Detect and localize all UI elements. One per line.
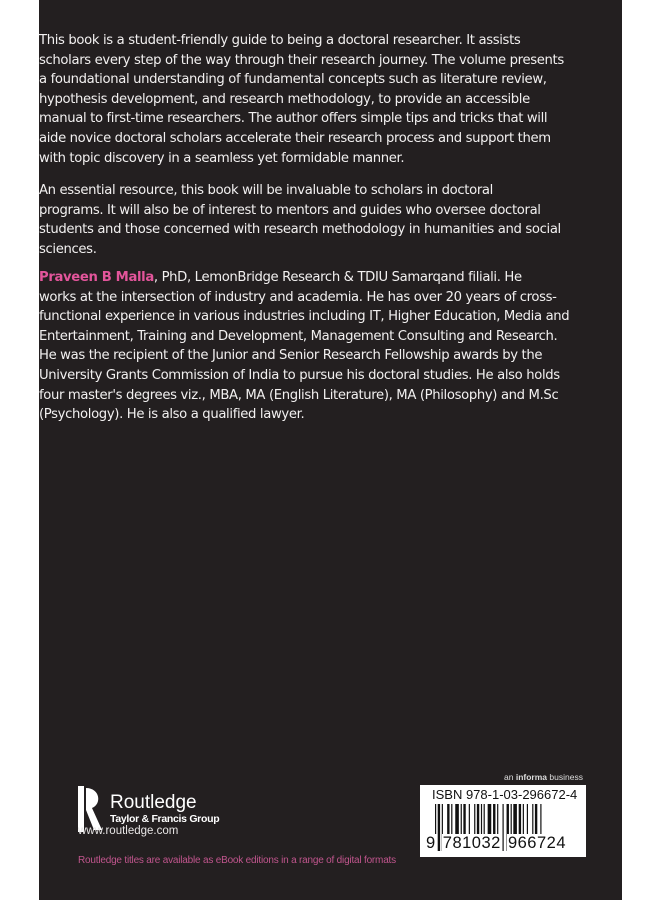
text-line: Entertainment, Training and Development, Management Consulting and Research. [39,328,558,344]
text-line: works at the intersection of industry and academia. He has over 20 years of cross- [39,289,557,305]
author-name: Praveen B Malla [39,270,154,285]
text-line: He was the recipient of the Junior and Senior Research Fellowship awards by the [39,348,543,364]
publisher-group: Taylor & Francis Group [110,813,220,825]
barcode-group-2: 966724 [507,834,566,852]
informa-suffix: business [549,772,583,782]
text-line: An essential resource, this book will be invaluable to scholars in doctoral [39,183,493,198]
text-line: students and those concerned with research methodology in humanities and social [39,222,561,238]
text-line: aide novice doctoral scholars accelerate their research process and support them [39,130,551,146]
informa-brand: informa [515,772,548,782]
text-line [39,268,559,288]
informa-business [504,772,583,782]
text-line: sciences. [39,241,97,257]
text-line: University Grants Commission of India to pursue his doctoral studies. He also holds [39,367,560,383]
ebook-note: Routledge titles are available as eBook editions in a range of digital formats [78,855,396,866]
barcode-digits [425,834,567,853]
isbn-label: ISBN 978-1-03-296672-4 [432,787,578,802]
text-line: programs. It will also be of interest to mentors and guides who oversee doctoral [39,202,541,218]
text-line: a foundational understanding of fundamental concepts such as literature review, [39,72,547,88]
isbn-barcode [420,785,586,857]
text-line: manual to first-time researchers. The author offers simple tips and tricks that will [39,111,548,127]
text-line: This book is a student-friendly guide to being a doctoral researcher. It assists [39,33,521,48]
barcode-group-1: 781032 [442,834,501,852]
informa-prefix: an [504,772,514,782]
text-line: (Psychology). He is also a qualified lawyer. [39,407,305,423]
description-paragraph-1 [39,31,564,168]
publisher-url[interactable]: www.routledge.com [78,825,179,837]
text-line: scholars every step of the way through their research journey. The volume presents [39,52,564,68]
barcode-lead-digit: 9 [426,834,436,852]
text-line: hypothesis development, and research methodology, to provide an accessible [39,91,530,107]
description-paragraph-2 [39,181,559,259]
author-bio [39,268,570,425]
text-line: with topic discovery in a seamless yet formidable manner. [39,150,405,166]
publisher-name: Routledge [110,792,197,813]
text-line: functional experience in various industries including IT, Higher Education, Media and [39,309,570,325]
text-line: four master's degrees viz., MBA, MA (English Literature), MA (Philosophy) and M.Sc [39,387,559,403]
author-affiliation: , PhD, LemonBridge Research & TDIU Samarqand filiali. He [153,270,522,285]
